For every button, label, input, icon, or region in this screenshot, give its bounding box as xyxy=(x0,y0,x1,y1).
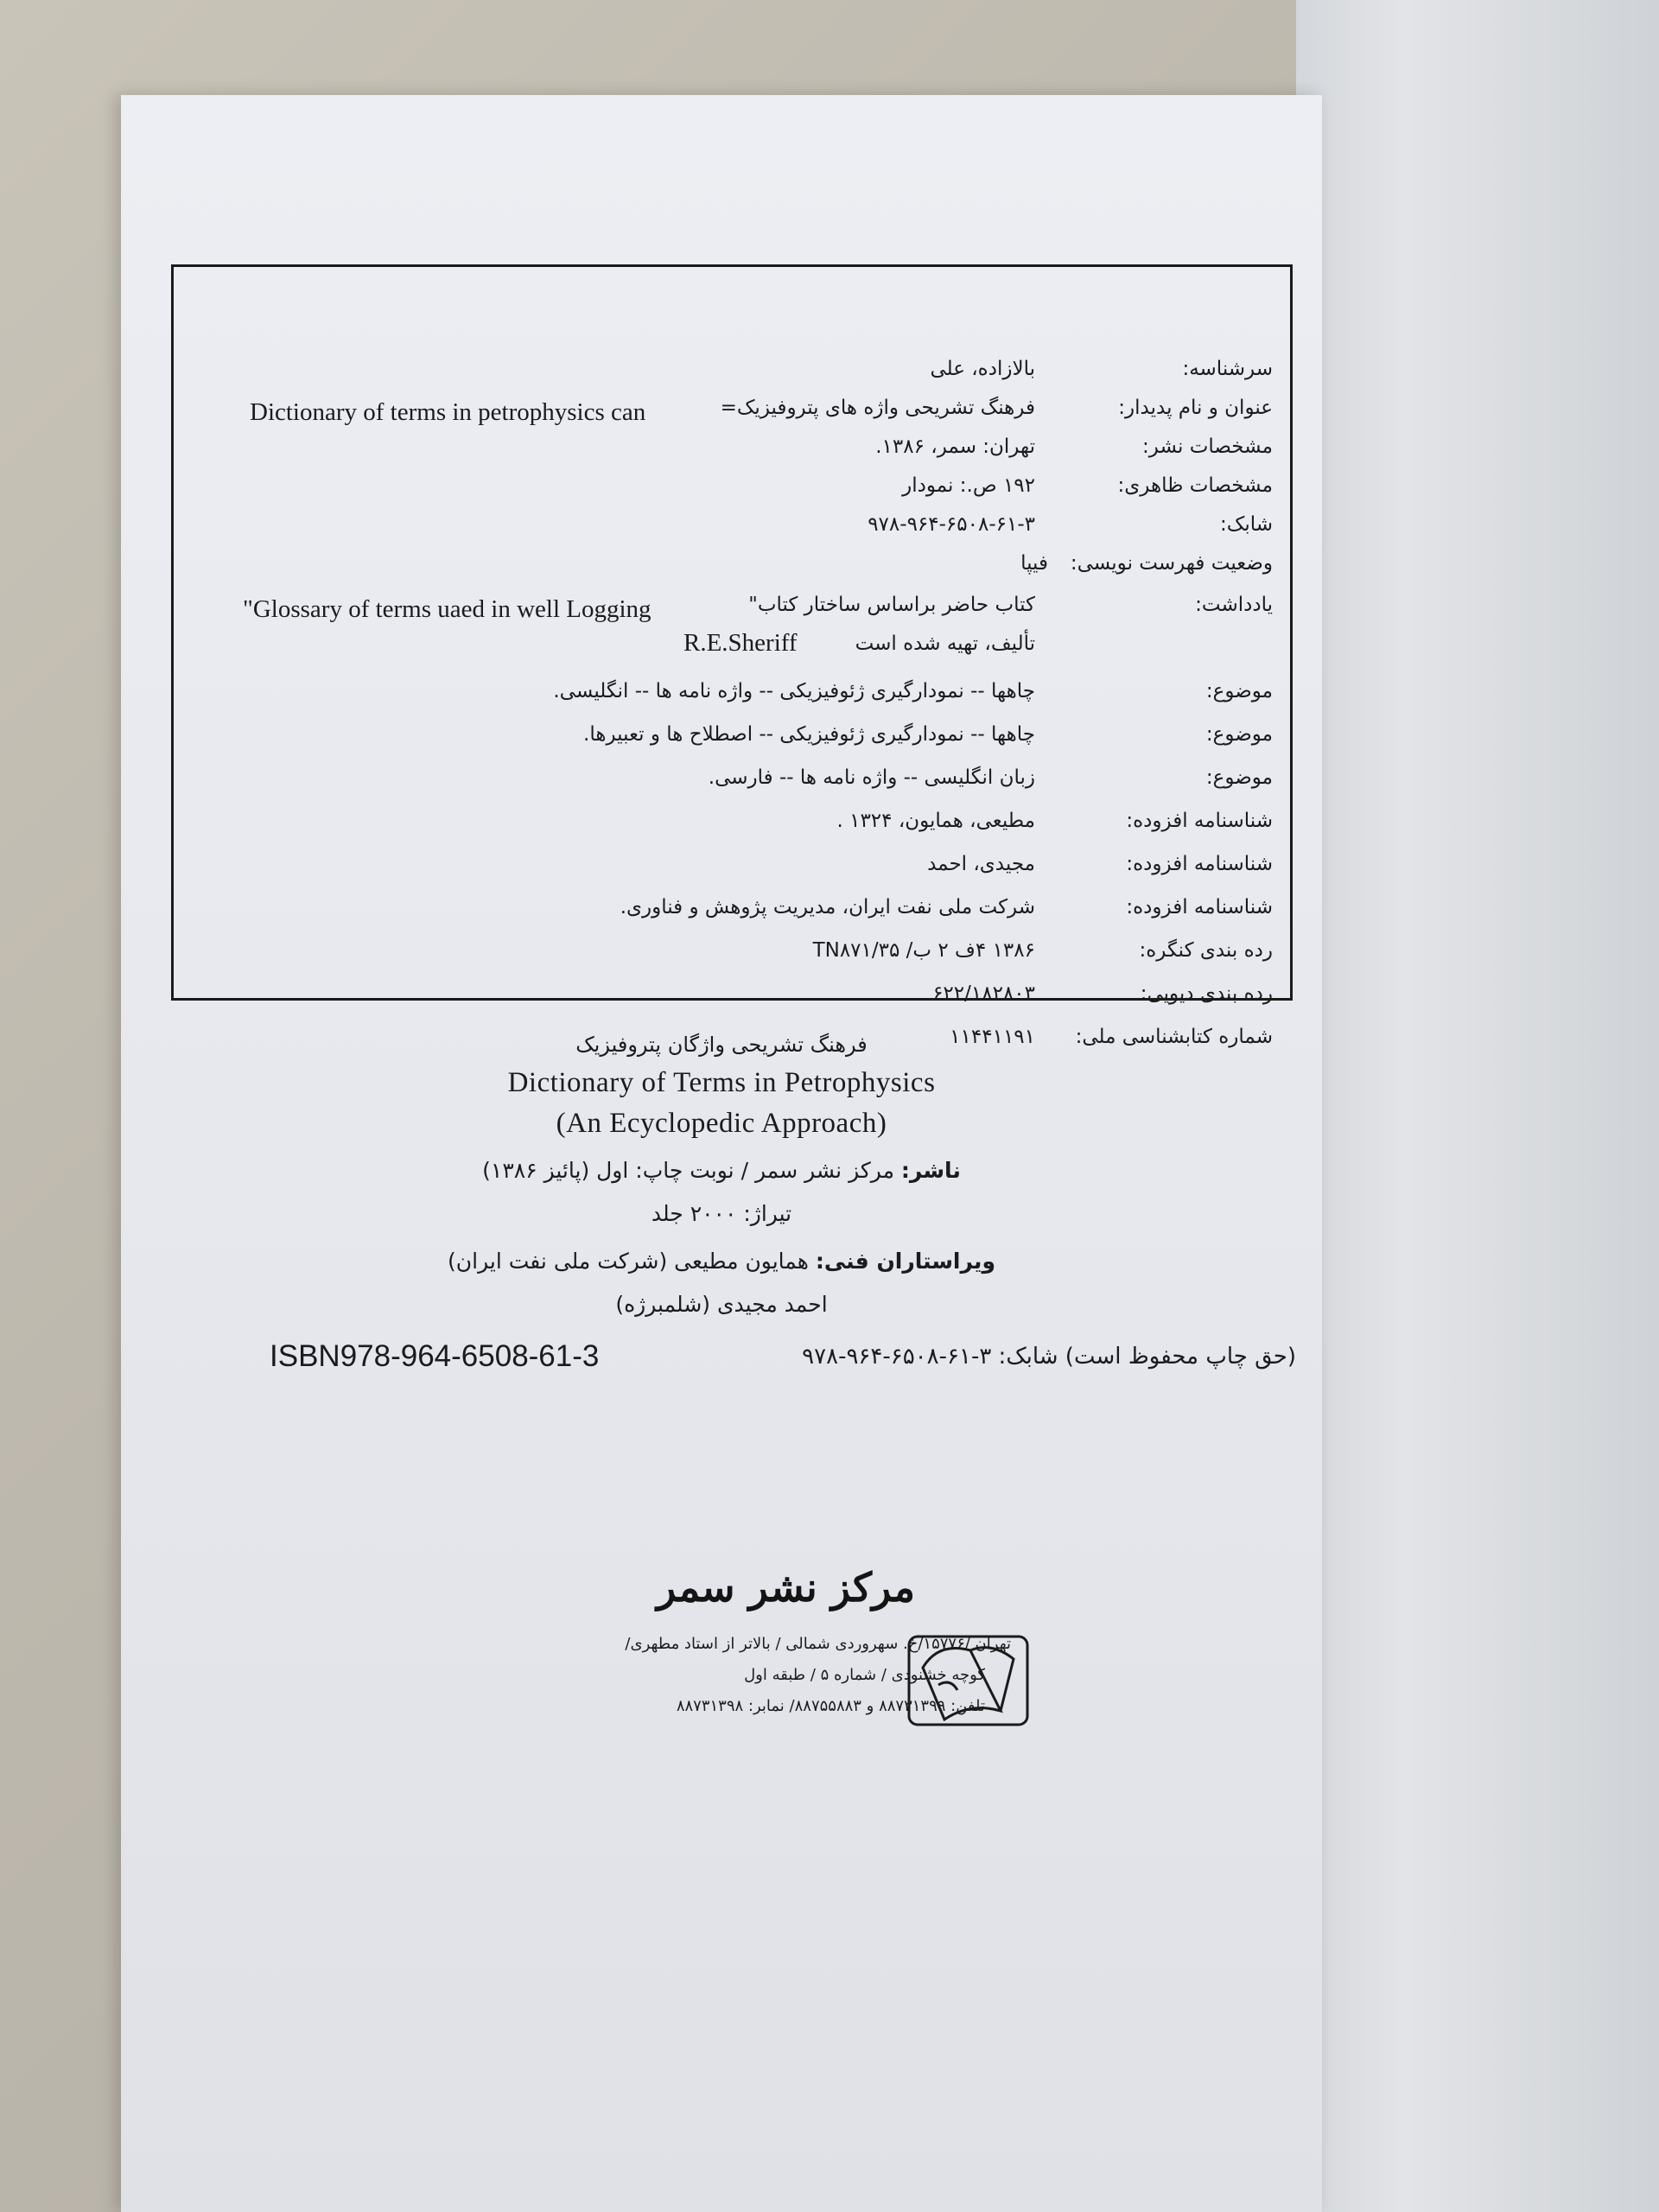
cip-row-subject-3 xyxy=(174,766,1290,808)
publisher-logo-text: مرکز نشر سمر xyxy=(657,1564,916,1611)
publisher-label: ناشر: xyxy=(900,1158,961,1183)
cip-note-english: "Glossary of terms uaed in well Logging xyxy=(243,595,652,623)
cip-row-physical xyxy=(174,474,1290,516)
cip-label: موضوع: xyxy=(1205,680,1273,702)
imprint-subtitle-english: (An Ecyclopedic Approach) xyxy=(556,1108,887,1139)
cip-label: سرشناسه: xyxy=(1182,358,1273,380)
cip-label: شناسنامه افزوده: xyxy=(1126,810,1273,832)
cip-label: یادداشت: xyxy=(1195,594,1273,616)
cip-author-english: R.E.Sheriff xyxy=(683,629,798,657)
cip-row-added-entry-3 xyxy=(174,896,1290,938)
cip-value: زبان انگلیسی -- واژه نامه ها -- فارسی. xyxy=(708,766,1035,789)
cip-label: شابک: xyxy=(1219,513,1273,536)
cip-label: شناسنامه افزوده: xyxy=(1126,853,1273,875)
cip-row-dewey-class xyxy=(174,982,1290,1024)
publisher-value: مرکز نشر سمر / نوبت چاپ: اول (پائیز ۱۳۸۶) xyxy=(482,1158,894,1183)
rights-and-isbn-persian: (حق چاپ محفوظ است) شابک: ۳-۶۱-۶۵۰۸-۹۶۴-۹۷۸ xyxy=(802,1344,1296,1370)
cip-value: ۱۹۲ ص.: نمودار xyxy=(902,474,1035,497)
editors-label: ویراستاران فنی: xyxy=(815,1249,995,1274)
cip-row-added-entry-1 xyxy=(174,810,1290,851)
cip-label: عنوان و نام پدیدار: xyxy=(1118,397,1273,419)
cip-value: تألیف، تهیه شده است xyxy=(855,632,1035,655)
publisher-logo-icon xyxy=(906,1633,1031,1728)
cip-value: مجیدی، احمد xyxy=(927,853,1035,875)
publisher-address-line-1: تهران /۱۵۷۷۶/خ. سهروردی شمالی / بالاتر از استاد مطهری/ xyxy=(625,1635,1011,1653)
cip-label: شناسنامه افزوده: xyxy=(1126,896,1273,918)
cip-value: فیپا xyxy=(1020,552,1048,575)
cip-value: فرهنگ تشریحی واژه های پتروفیزیک= xyxy=(720,397,1035,419)
cip-value: ۶۲۲/۱۸۲۸۰۳ xyxy=(932,982,1035,1005)
cip-value: چاهها -- نمودارگیری ژئوفیزیکی -- اصطلاح ها و تعبیرها. xyxy=(583,723,1035,746)
cip-value: ۱۱۴۴۱۱۹۱ xyxy=(950,1026,1035,1048)
cip-row-note-cont xyxy=(174,629,1290,674)
cip-row-title xyxy=(174,397,1290,438)
cip-label: مشخصات ظاهری: xyxy=(1117,474,1273,497)
cip-row-subject-1 xyxy=(174,680,1290,721)
cip-value: کتاب حاضر براساس ساختار کتاب" xyxy=(748,594,1035,616)
imprint-title-english: Dictionary of Terms in Petrophysics xyxy=(507,1067,936,1098)
cip-row-publication xyxy=(174,435,1290,477)
cip-label: موضوع: xyxy=(1205,766,1273,789)
cip-label: وضعیت فهرست نویسی: xyxy=(1070,552,1273,575)
publisher-phone: تلفن: ۸۸۷۳۱۳۹۹ و ۸۸۷۵۵۸۸۳/ نمابر: ۸۸۷۳۱۳۹۸ xyxy=(676,1697,985,1715)
isbn-english: ISBN978-964-6508-61-3 xyxy=(270,1339,600,1373)
cip-row-subject-2 xyxy=(174,723,1290,765)
editor-1: همایون مطیعی (شرکت ملی نفت ایران) xyxy=(448,1249,809,1274)
cip-value: مطیعی، همایون، ۱۳۲۴ . xyxy=(836,810,1035,832)
cip-value: شرکت ملی نفت ایران، مدیریت پژوهش و فناوری. xyxy=(620,896,1035,918)
imprint-title-persian: فرهنگ تشریحی واژگان پتروفیزیک xyxy=(575,1033,868,1057)
cip-row-cataloging-status xyxy=(174,552,1290,594)
imprint-editor-2: احمد مجیدی (شلمبرژه) xyxy=(615,1292,828,1317)
cip-value: چاهها -- نمودارگیری ژئوفیزیکی -- واژه نامه ها -- انگلیسی. xyxy=(553,680,1035,702)
cip-label: موضوع: xyxy=(1205,723,1273,746)
cip-label: مشخصات نشر: xyxy=(1142,435,1273,458)
adjacent-page xyxy=(1296,0,1659,2212)
cip-row-author xyxy=(174,358,1290,399)
cip-title-english: Dictionary of terms in petrophysics can xyxy=(250,398,646,426)
cip-label: شماره کتابشناسی ملی: xyxy=(1075,1026,1273,1048)
cip-value: ۹۷۸-۹۶۴-۶۵۰۸-۶۱-۳ xyxy=(868,513,1035,536)
cip-value: ۱۳۸۶ ۴ف ۲ ب/ TN۸۷۱/۳۵ xyxy=(812,939,1035,962)
cip-value: تهران: سمر، ۱۳۸۶. xyxy=(875,435,1035,458)
imprint-editors xyxy=(121,1249,1322,1274)
publisher-address-line-2: کوچه خشنودی / شماره ۵ / طبقه اول xyxy=(744,1666,985,1684)
imprint-print-run: تیراژ: ۲۰۰۰ جلد xyxy=(651,1201,792,1226)
cip-value: بالازاده، علی xyxy=(930,358,1035,380)
cip-label: رده بندی دیویی: xyxy=(1140,982,1273,1005)
imprint-publisher xyxy=(121,1158,1322,1183)
cip-row-isbn xyxy=(174,513,1290,555)
cip-label: رده بندی کنگره: xyxy=(1139,939,1273,962)
book-page xyxy=(121,95,1322,2212)
cip-row-added-entry-2 xyxy=(174,853,1290,894)
cip-row-lc-class xyxy=(174,939,1290,981)
